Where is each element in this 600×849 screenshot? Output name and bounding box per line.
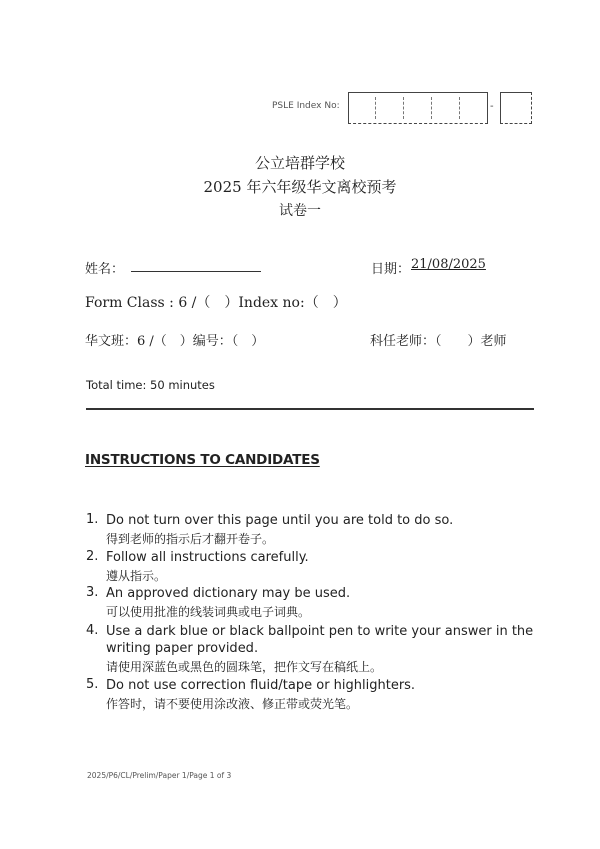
instruction-english: Follow all instructions carefully. <box>106 550 309 565</box>
index-box-divider <box>459 97 460 119</box>
instruction-english: Use a dark blue or black ballpoint pen to write your answer in the writing paper provided. <box>106 624 534 656</box>
index-box-divider <box>375 97 376 119</box>
instructions-title: INSTRUCTIONS TO CANDIDATES <box>85 452 320 468</box>
school-name: 公立培群学校 <box>254 154 345 172</box>
chinese-class-number: 华文班：6 /（ ）编号：（ ） <box>85 334 265 349</box>
separator-line <box>86 408 534 410</box>
name-label: 姓名： <box>85 262 125 277</box>
paper-title: 试卷一 <box>279 203 321 219</box>
instruction-chinese: 得到老师的指示后才翻开卷子。 <box>106 532 275 546</box>
form-class-index: Form Class : 6 /（ ）Index no:（ ） <box>85 295 347 311</box>
instruction-number: 2. <box>86 549 99 564</box>
psle-index-label: PSLE Index No: <box>272 101 340 111</box>
instruction-chinese: 作答时，请不要使用涂改液、修正带或荧光笔。 <box>106 697 359 711</box>
instruction-chinese: 请使用深蓝色或黑色的圆珠笔，把作文写在稿纸上。 <box>106 660 383 674</box>
exam-title: 2025 年六年级华文离校预考 <box>203 178 397 196</box>
index-box-divider <box>403 97 404 119</box>
instruction-number: 1. <box>86 512 99 527</box>
instruction-chinese: 遵从指示。 <box>106 569 167 583</box>
instruction-english: Do not use correction fluid/tape or highlighters. <box>106 678 416 693</box>
index-box-divider <box>431 97 432 119</box>
psle-index-check-box[interactable] <box>500 92 532 124</box>
instruction-number: 5. <box>86 677 99 692</box>
total-time: Total time: 50 minutes <box>86 378 215 392</box>
instruction-number: 3. <box>86 585 99 600</box>
page-footer: 2025/P6/CL/Prelim/Paper 1/Page 1 of 3 <box>87 771 232 780</box>
instruction-number: 4. <box>86 623 99 638</box>
date-label: 日期： <box>371 262 411 277</box>
date-value: 21/08/2025 <box>411 257 486 272</box>
instruction-chinese: 可以使用批准的线装词典或电子词典。 <box>106 605 311 619</box>
subject-teacher: 科任老师：（ ）老师 <box>370 334 507 349</box>
psle-index-digit-boxes[interactable] <box>348 92 488 124</box>
instruction-english: Do not turn over this page until you are told to do so. <box>106 513 454 528</box>
index-separator: - <box>490 101 494 112</box>
name-blank[interactable] <box>131 271 261 272</box>
instruction-english: An approved dictionary may be used. <box>106 586 351 601</box>
